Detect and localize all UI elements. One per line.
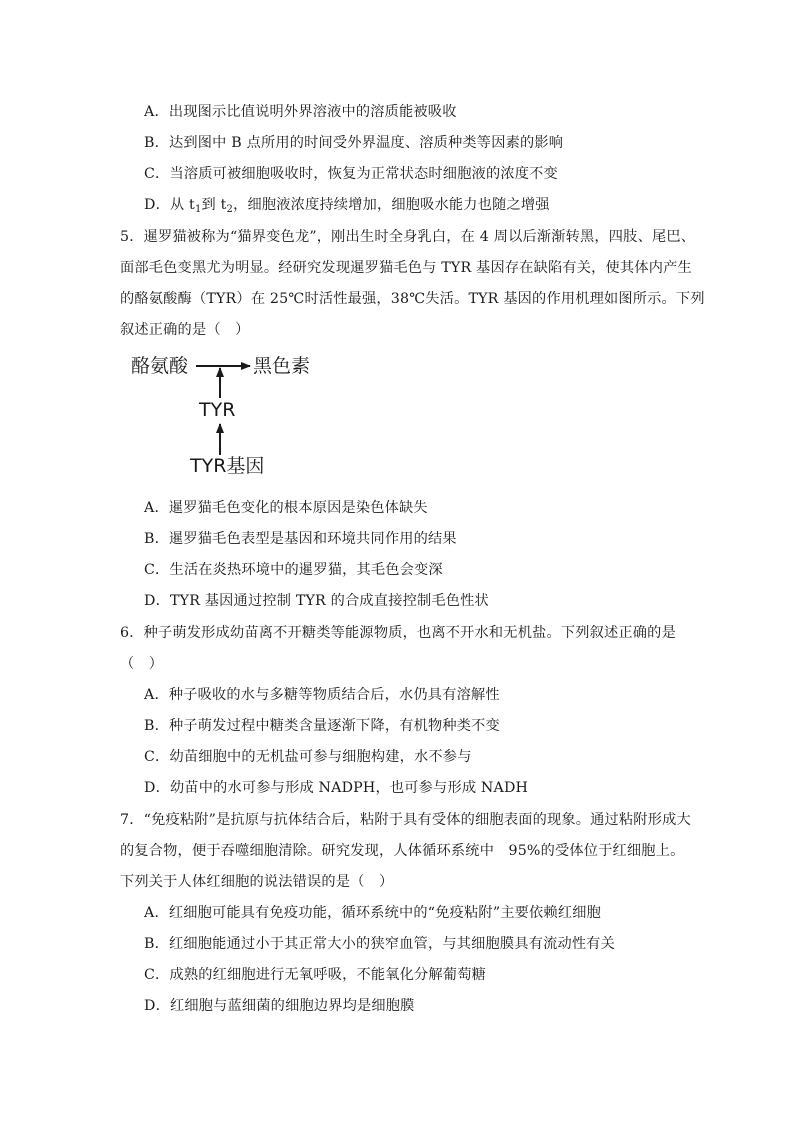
q7-stem-line3: 下列关于人体红细胞的说法错误的是（ ） — [120, 874, 394, 890]
q6-option-a: A．种子吸收的水与多糖等物质结合后，水仍具有溶解性 — [144, 687, 500, 703]
q4-option-d — [144, 195, 550, 220]
q6-option-b: B．种子萌发过程中糖类含量逐渐下降，有机物种类不变 — [144, 718, 500, 734]
diagram-enzyme-label: TYR — [199, 399, 236, 421]
q5-option-d: D．TYR 基因通过控制 TYR 的合成直接控制毛色性状 — [144, 593, 489, 609]
q4-option-c: C．当溶质可被细胞吸收时，恢复为正常状态时细胞液的浓度不变 — [144, 166, 558, 182]
q5-stem-line2: 面部毛色变黑尤为明显。经研究发现暹罗猫毛色与 TYR 基因存在缺陷有关，使其体内产生 — [120, 260, 692, 276]
q4-option-d-mid: 到 t — [201, 197, 227, 213]
diagram-substrate-label: 酪氨酸 — [131, 355, 189, 377]
q4-option-d-sub1: 1 — [194, 204, 202, 215]
q7-option-b: B．红细胞能通过小于其正常大小的狭窄血管，与其细胞膜具有流动性有关 — [144, 936, 616, 952]
diagram-product-label: 黑色素 — [253, 355, 311, 377]
q4-option-d-sub2: 2 — [226, 204, 234, 215]
q5-stem-line4: 叙述正确的是（ ） — [120, 322, 250, 338]
q7-option-a: A．红细胞可能具有免疫功能，循环系统中的“免疫粘附”主要依赖红细胞 — [144, 905, 601, 921]
q6-option-d: D．幼苗中的水可参与形成 NADPH，也可参与形成 NADH — [144, 780, 529, 796]
q6-option-c: C．幼苗细胞中的无机盐可参与细胞构建，水不参与 — [144, 749, 472, 765]
q6-stem-line1: 6．种子萌发形成幼苗离不开糖类等能源物质，也离不开水和无机盐。下列叙述正确的是 — [120, 625, 676, 641]
q5-option-a: A．暹罗猫毛色变化的根本原因是染色体缺失 — [144, 500, 428, 516]
q5-option-c: C．生活在炎热环境中的暹罗猫，其毛色会变深 — [144, 562, 443, 578]
q5-stem-line3: 的酪氨酸酶（TYR）在 25℃时活性最强，38℃失活。TYR 基因的作用机理如图所示。下列 — [120, 291, 705, 307]
q4-option-d-pre: D．从 t — [144, 197, 195, 213]
q5-stem-line1: 5．暹罗猫被称为“猫界变色龙”，刚出生时全身乳白，在 4 周以后渐渐转黑，四肢、尾巴、 — [120, 229, 696, 245]
diagram-gene-label: TYR基因 — [190, 455, 265, 477]
q4-option-a: A．出现图示比值说明外界溶液中的溶质能被吸收 — [144, 104, 457, 120]
q7-option-d: D．红细胞与蓝细菌的细胞边界均是细胞膜 — [144, 998, 415, 1014]
q7-stem-line2: 的复合物，便于吞噬细胞清除。研究发现，人体循环系统中 95%的受体位于红细胞上。 — [120, 843, 685, 859]
q7-option-c: C．成熟的红细胞进行无氧呼吸，不能氧化分解葡萄糖 — [144, 967, 486, 983]
q6-stem-line2: （ ） — [120, 656, 164, 672]
q4-option-d-post: ，细胞液浓度持续增加，细胞吸水能力也随之增强 — [233, 197, 550, 213]
q5-option-b: B．暹罗猫毛色表型是基因和环境共同作用的结果 — [144, 531, 457, 547]
q4-option-b: B．达到图中 B 点所用的时间受外界温度、溶质种类等因素的影响 — [144, 135, 564, 151]
q7-stem-line1: 7．“免疫粘附”是抗原与抗体结合后，粘附于具有受体的细胞表面的现象。通过粘附形成大 — [120, 812, 691, 828]
